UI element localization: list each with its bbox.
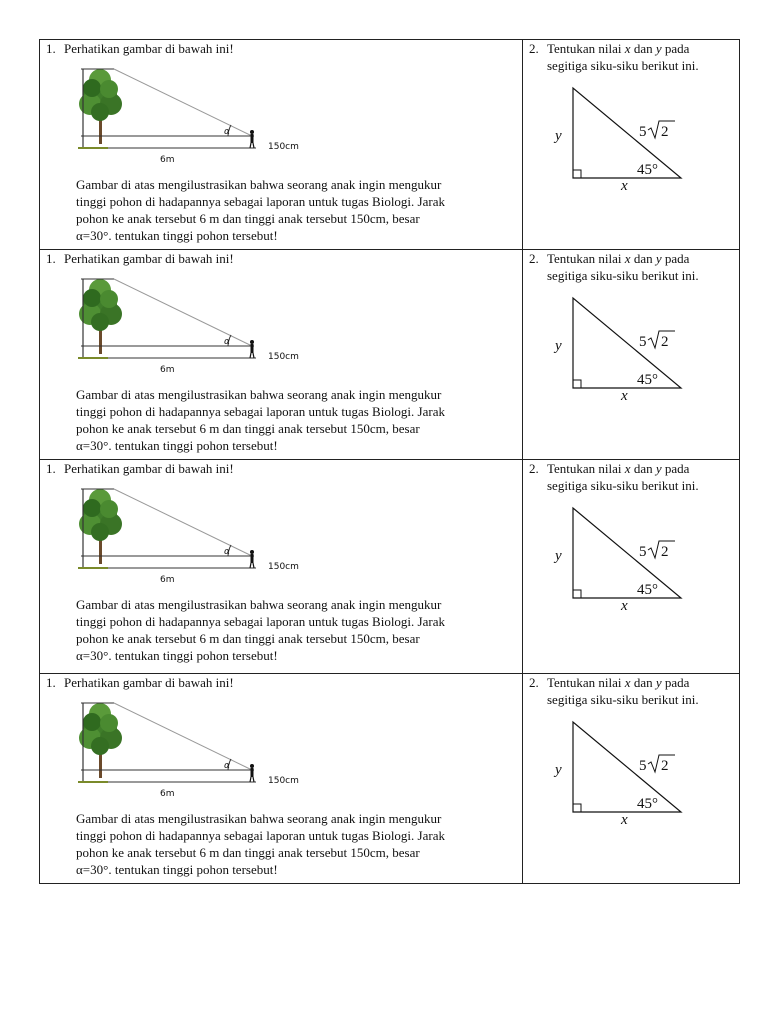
question-1-cell — [40, 250, 523, 460]
question-2-text-b: dan — [630, 251, 656, 266]
hyp-coefficient: 5 — [639, 544, 647, 560]
tree-measurement-figure — [78, 698, 318, 799]
child-height-label: 150cm — [268, 562, 299, 572]
paragraph-line: Gambar di atas mengilustrasikan bahwa seorang anak ingin mengukur — [76, 387, 442, 402]
distance-label: 6m — [160, 789, 175, 799]
paragraph-line: Gambar di atas mengilustrasikan bahwa seorang anak ingin mengukur — [76, 811, 442, 826]
paragraph-line: α=30°. tentukan tinggi pohon tersebut! — [76, 648, 278, 663]
question-2-text-a: Tentukan nilai — [547, 41, 625, 56]
question-2-cell — [523, 674, 740, 884]
question-2-text-c: pada — [661, 41, 690, 56]
paragraph-line: α=30°. tentukan tinggi pohon tersebut! — [76, 438, 278, 453]
question-row — [40, 40, 740, 250]
question-1-number: 1. — [46, 41, 56, 56]
tree-measurement-figure — [78, 274, 318, 375]
question-1-paragraph — [76, 596, 522, 664]
question-1-title: Perhatikan gambar di bawah ini! — [64, 251, 234, 266]
angle-label: α — [224, 127, 230, 137]
question-2-text-c: pada — [661, 461, 690, 476]
distance-label: 6m — [160, 155, 175, 165]
question-1-number: 1. — [46, 461, 56, 476]
question-2-cell — [523, 40, 740, 250]
hypotenuse-label — [639, 121, 675, 140]
question-2-text-c: pada — [661, 251, 690, 266]
question-1-heading — [46, 460, 234, 477]
question-2-text-c: pada — [661, 675, 690, 690]
hypotenuse-label — [639, 541, 675, 560]
paragraph-line: pohon ke anak tersebut 6 m dan tinggi anak tersebut 150cm, besar — [76, 211, 420, 226]
question-1-heading — [46, 250, 234, 267]
angle-45-label: 45° — [637, 582, 658, 598]
side-x-label: x — [621, 388, 628, 404]
right-triangle-figure — [555, 294, 707, 404]
hyp-coefficient: 5 — [639, 334, 647, 350]
question-1-heading — [46, 40, 234, 57]
child-height-label: 150cm — [268, 352, 299, 362]
hyp-radicand: 2 — [661, 334, 669, 350]
question-2-heading — [529, 40, 699, 74]
paragraph-line: pohon ke anak tersebut 6 m dan tinggi anak tersebut 150cm, besar — [76, 845, 420, 860]
variable-y: y — [655, 251, 662, 266]
question-1-title: Perhatikan gambar di bawah ini! — [64, 461, 234, 476]
side-x-label: x — [621, 812, 628, 828]
tree-illustration — [79, 703, 122, 778]
hyp-coefficient: 5 — [639, 758, 647, 774]
side-y-label: y — [555, 548, 562, 564]
question-2-number: 2. — [529, 675, 539, 690]
child-figure — [250, 340, 254, 358]
paragraph-line: tinggi pohon di hadapannya sebagai laporan untuk tugas Biologi. Jarak — [76, 194, 445, 209]
question-2-line-2: segitiga siku-siku berikut ini. — [547, 268, 699, 283]
question-2-text-a: Tentukan nilai — [547, 675, 625, 690]
worksheet-body — [40, 40, 740, 884]
sight-line — [114, 69, 252, 136]
variable-y: y — [655, 675, 662, 690]
right-angle-mark — [573, 380, 581, 388]
side-x-label: x — [621, 598, 628, 614]
variable-y: y — [655, 41, 662, 56]
angle-45-label: 45° — [637, 372, 658, 388]
hyp-radicand: 2 — [661, 124, 669, 140]
question-2-cell — [523, 250, 740, 460]
child-height-label: 150cm — [268, 776, 299, 786]
angle-label: α — [224, 337, 230, 347]
right-angle-mark — [573, 804, 581, 812]
question-1-heading — [46, 674, 234, 691]
child-figure — [250, 130, 254, 148]
paragraph-line: tinggi pohon di hadapannya sebagai laporan untuk tugas Biologi. Jarak — [76, 404, 445, 419]
question-row — [40, 460, 740, 674]
paragraph-line: α=30°. tentukan tinggi pohon tersebut! — [76, 228, 278, 243]
question-1-number: 1. — [46, 675, 56, 690]
child-figure — [250, 550, 254, 568]
question-row — [40, 674, 740, 884]
side-y-label: y — [555, 128, 562, 144]
angle-label: α — [224, 761, 230, 771]
right-angle-mark — [573, 590, 581, 598]
right-triangle-figure — [555, 718, 707, 828]
variable-x: x — [624, 461, 631, 476]
question-2-text-b: dan — [630, 675, 656, 690]
sight-line — [114, 703, 252, 770]
child-figure — [250, 764, 254, 782]
question-1-paragraph — [76, 386, 522, 454]
sight-line — [114, 489, 252, 556]
tree-measurement-figure — [78, 64, 318, 165]
tree-illustration — [79, 279, 122, 354]
distance-label: 6m — [160, 575, 175, 585]
right-triangle-figure — [555, 504, 707, 614]
question-2-number: 2. — [529, 461, 539, 476]
question-2-line-2: segitiga siku-siku berikut ini. — [547, 692, 699, 707]
child-height-label: 150cm — [268, 142, 299, 152]
hyp-radicand: 2 — [661, 758, 669, 774]
hyp-radicand: 2 — [661, 544, 669, 560]
angle-label: α — [224, 547, 230, 557]
question-1-cell — [40, 40, 523, 250]
hypotenuse-label — [639, 755, 675, 774]
paragraph-line: Gambar di atas mengilustrasikan bahwa seorang anak ingin mengukur — [76, 597, 442, 612]
question-1-cell — [40, 674, 523, 884]
hypotenuse-label — [639, 331, 675, 350]
variable-y: y — [655, 461, 662, 476]
right-angle-mark — [573, 170, 581, 178]
sight-line — [114, 279, 252, 346]
side-y-label: y — [555, 762, 562, 778]
question-2-line-2: segitiga siku-siku berikut ini. — [547, 478, 699, 493]
paragraph-line: pohon ke anak tersebut 6 m dan tinggi anak tersebut 150cm, besar — [76, 631, 420, 646]
question-2-number: 2. — [529, 251, 539, 266]
paragraph-line: tinggi pohon di hadapannya sebagai laporan untuk tugas Biologi. Jarak — [76, 828, 445, 843]
tree-measurement-figure — [78, 484, 318, 585]
question-2-text-b: dan — [630, 41, 656, 56]
paragraph-line: pohon ke anak tersebut 6 m dan tinggi anak tersebut 150cm, besar — [76, 421, 420, 436]
hyp-coefficient: 5 — [639, 124, 647, 140]
question-row — [40, 250, 740, 460]
paragraph-line: tinggi pohon di hadapannya sebagai laporan untuk tugas Biologi. Jarak — [76, 614, 445, 629]
angle-45-label: 45° — [637, 796, 658, 812]
side-y-label: y — [555, 338, 562, 354]
question-1-title: Perhatikan gambar di bawah ini! — [64, 41, 234, 56]
question-2-heading — [529, 460, 699, 494]
variable-x: x — [624, 41, 631, 56]
worksheet-table — [39, 39, 740, 884]
variable-x: x — [624, 251, 631, 266]
side-x-label: x — [621, 178, 628, 194]
paragraph-line: Gambar di atas mengilustrasikan bahwa seorang anak ingin mengukur — [76, 177, 442, 192]
question-2-text-a: Tentukan nilai — [547, 251, 625, 266]
question-2-cell — [523, 460, 740, 674]
paragraph-line: α=30°. tentukan tinggi pohon tersebut! — [76, 862, 278, 877]
question-1-paragraph — [76, 810, 522, 878]
angle-45-label: 45° — [637, 162, 658, 178]
question-1-title: Perhatikan gambar di bawah ini! — [64, 675, 234, 690]
distance-label: 6m — [160, 365, 175, 375]
variable-x: x — [624, 675, 631, 690]
tree-illustration — [79, 489, 122, 564]
question-1-cell — [40, 460, 523, 674]
question-2-text-b: dan — [630, 461, 656, 476]
right-triangle-figure — [555, 84, 707, 194]
question-2-line-2: segitiga siku-siku berikut ini. — [547, 58, 699, 73]
question-2-heading — [529, 250, 699, 284]
question-2-text-a: Tentukan nilai — [547, 461, 625, 476]
question-2-heading — [529, 674, 699, 708]
question-1-paragraph — [76, 176, 522, 244]
question-1-number: 1. — [46, 251, 56, 266]
tree-illustration — [79, 69, 122, 144]
question-2-number: 2. — [529, 41, 539, 56]
